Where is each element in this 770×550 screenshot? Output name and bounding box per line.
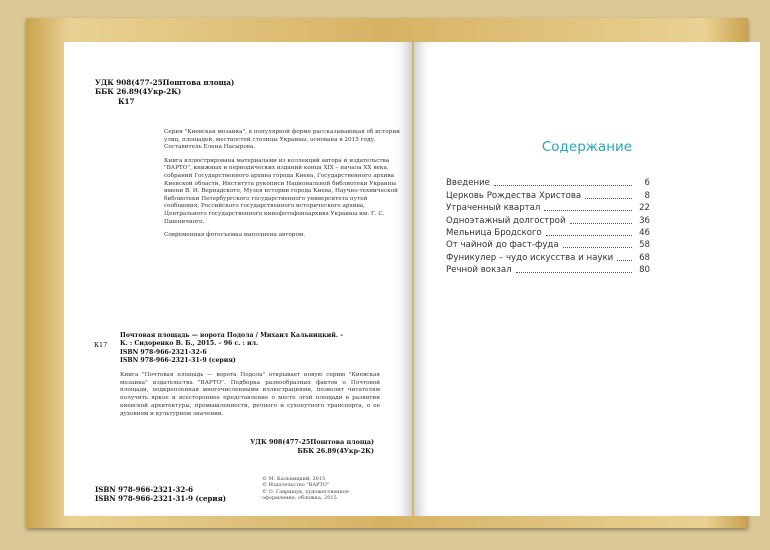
isbn-line: ISBN 978-966-2321-32-6 <box>95 485 194 494</box>
toc-leader-dots <box>546 235 632 236</box>
biblio-line: К. : Сидоренко В. Б., 2015. – 96 с. : ил. <box>120 340 259 348</box>
description-paragraph: Книга иллюстрирована материалами из коллекций автора и издательства "ВАРТО", книжных и периодических изданий конца XIX – начала XX века, собраний Государственного архива города Киева, Государственного архива Киевской области, Института рукописи Национальной библиотеки Украины имени В. И. Вернадского, Музея истории города Киева, Научно-технической библиотеки Петербургского государственного университета путей сообщения, Российского государственного исторического архива, Центрального государственного кинофотофоноархива Украины им. Г. С. Пшеничного. <box>164 157 398 225</box>
toc-entry-title: Речной вокзал <box>446 265 512 276</box>
copyright-line: оформление, обложка, 2015 <box>262 495 337 502</box>
toc-leader-dots <box>570 223 632 224</box>
toc-leader-dots <box>563 247 632 248</box>
bbk-code: ББК 26.89(4Укр-2К) <box>95 87 182 97</box>
toc-leader-dots <box>585 198 632 199</box>
toc-entry-title: Фуникулер – чудо искусства и науки <box>446 252 614 263</box>
biblio-line: Почтовая площадь — ворота Подола / Михаил Кальницкий. – <box>120 332 344 339</box>
toc-entry[interactable] <box>446 226 650 238</box>
isbn-block <box>95 485 226 503</box>
toc-entry-title: Введение <box>446 178 490 189</box>
toc-entry[interactable] <box>446 238 650 250</box>
toc-entry[interactable] <box>446 201 650 213</box>
toc-entry-title: Утраченный квартал <box>446 203 541 214</box>
toc-leader-dots <box>516 272 632 273</box>
table-of-contents <box>446 176 650 275</box>
annotation: Книга "Почтовая площадь — ворота Подола" открывает новую серию "Киевская мозаика" издательства "ВАРТО". Подборка разнообразных фактов о Почтовой площади, подкрепленная многочисленными иллюстрациями, позволит читателям получить яркое и всестороннее представление о месте этой площади в развитии киевской архитектуры, промышленности, речного и сухопутного транспорта, о ее духовном и культурном значении. <box>120 372 380 417</box>
toc-entry-page: 8 <box>644 190 650 201</box>
series-description <box>164 129 400 246</box>
toc-entry[interactable] <box>446 213 650 225</box>
left-page-copyright <box>64 42 412 516</box>
toc-entry-page: 68 <box>639 252 650 263</box>
toc-leader-dots <box>544 210 632 211</box>
biblio-code: К17 <box>94 341 108 349</box>
toc-entry-page: 36 <box>639 215 650 226</box>
description-paragraph: Серия "Киевская мозаика", в популярной форме рассказывающая об истории улиц, площадей, местностей столицы Украины, основана в 2015 году. Составитель Елена Насырова. <box>164 129 400 151</box>
right-page-contents <box>414 42 760 516</box>
udk-code: УДК 908(477-25Поштова площа) <box>95 78 235 87</box>
toc-entry[interactable] <box>446 176 650 188</box>
toc-leader-dots <box>494 185 632 186</box>
toc-entry[interactable] <box>446 263 650 275</box>
toc-entry-title: Одноэтажный долгострой <box>446 215 566 226</box>
udk-block-right <box>250 438 374 455</box>
bbk-code: ББК 26.89(4Укр-2К) <box>297 446 374 455</box>
copyright-line: © О. Гавришук, художественное <box>262 488 349 495</box>
toc-title: Содержание <box>541 139 633 155</box>
toc-entry-page: 58 <box>639 240 650 251</box>
toc-entry-page: 6 <box>644 178 650 189</box>
toc-entry-page: 46 <box>639 227 650 238</box>
toc-entry-page: 80 <box>639 265 650 276</box>
toc-entry-title: Мельница Бродского <box>446 227 542 238</box>
copyright-line: © Издательство "ВАРТО" <box>262 482 330 489</box>
toc-entry-title: Церковь Рождества Христова <box>446 190 582 201</box>
toc-entry[interactable] <box>446 250 650 262</box>
toc-entry-page: 22 <box>639 203 650 214</box>
open-book <box>26 18 748 528</box>
biblio-line: ISBN 978-966-2321-31-9 (серия) <box>120 357 236 365</box>
isbn-line: ISBN 978-966-2321-31-9 (серия) <box>95 494 227 503</box>
copyright-block <box>262 476 372 502</box>
toc-leader-dots <box>617 260 632 261</box>
udk-block-top <box>95 78 234 106</box>
description-paragraph: Современная фотосъемка выполнена автором. <box>164 232 306 239</box>
toc-entry[interactable] <box>446 188 650 200</box>
udk-code: УДК 908(477-25Поштова площа) <box>250 438 374 446</box>
author-mark: К17 <box>118 96 135 106</box>
copyright-line: © М. Кальницкий, 2015 <box>262 476 326 482</box>
toc-entry-title: От чайной до фаст-фуда <box>446 240 559 251</box>
biblio-line: ISBN 978-966-2321-32-6 <box>120 348 207 356</box>
bibliographic-record <box>120 332 360 366</box>
